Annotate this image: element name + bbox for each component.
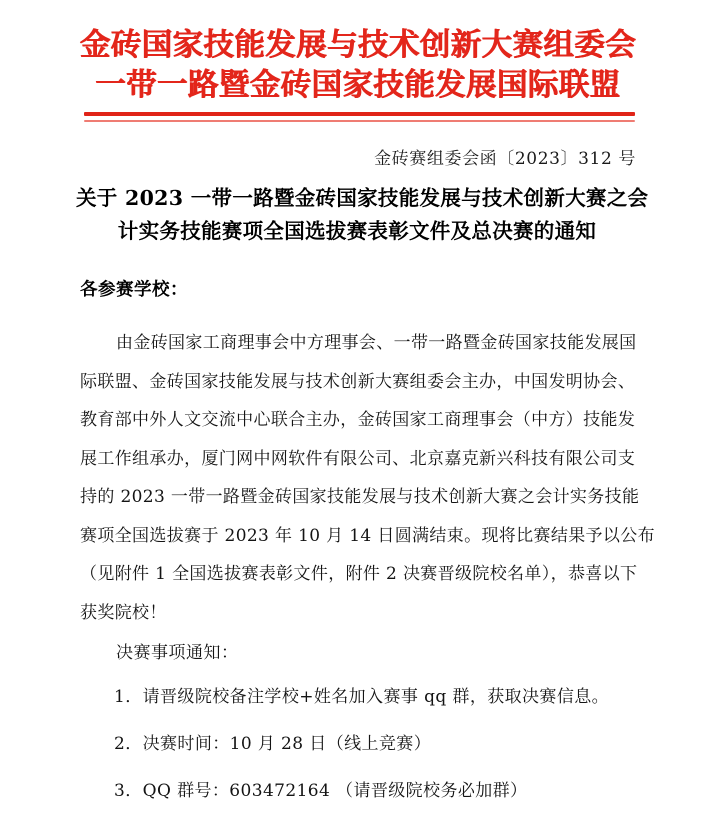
- body-line: 赛项全国选拔赛于 2023 年 10 月 14 日圆满结束。现将比赛结果予以公布: [80, 525, 655, 546]
- list-item: 2．决赛时间：10 月 28 日（线上竞赛）: [114, 734, 432, 754]
- document-title-line-1: 关于 2023 一带一路暨金砖国家技能发展与技术创新大赛之会: [76, 186, 649, 210]
- salutation: 各参赛学校：: [80, 280, 188, 300]
- body-line: 教育部中外人文交流中心联合主办，金砖国家工商理事会（中方）技能发: [80, 410, 636, 430]
- letterhead-divider: [84, 112, 635, 122]
- letterhead: [80, 26, 636, 106]
- document-serial-number: 金砖赛组委会函〔2023〕312 号: [374, 149, 636, 169]
- finals-notice-heading: 决赛事项通知：: [116, 643, 239, 663]
- body-line: 际联盟、金砖国家技能发展与技术创新大赛组委会主办，中国发明协会、: [80, 371, 636, 392]
- body-line: （见附件 1 全国选拔赛表彰文件，附件 2 决赛晋级院校名单），恭喜以下: [80, 564, 638, 584]
- body-paragraph: [80, 324, 655, 632]
- body-line: 获奖院校！: [80, 602, 167, 623]
- list-item: 3．QQ 群号：603472164 （请晋级院校务必加群）: [114, 781, 528, 801]
- body-line: 由金砖国家工商理事会中方理事会、一带一路暨金砖国家技能发展国: [116, 333, 637, 353]
- finals-notice-list: [114, 684, 634, 804]
- list-item: 1．请晋级院校备注学校+姓名加入赛事 qq 群，获取决赛信息。: [114, 687, 610, 707]
- body-line: 展工作组承办，厦门网中网软件有限公司、北京嘉克新兴科技有限公司支: [80, 448, 636, 469]
- divider-rule-thick: [84, 112, 635, 116]
- letterhead-line-1: 金砖国家技能发展与技术创新大赛组委会: [80, 28, 637, 63]
- letterhead-line-2: 一带一路暨金砖国家技能发展国际联盟: [95, 68, 621, 103]
- divider-rule-thin: [84, 120, 635, 122]
- document-title: [76, 182, 649, 248]
- body-line: 持的 2023 一带一路暨金砖国家技能发展与技术创新大赛之会计实务技能: [80, 487, 640, 507]
- document-title-line-2: 计实务技能赛项全国选拔赛表彰文件及总决赛的通知: [117, 219, 597, 243]
